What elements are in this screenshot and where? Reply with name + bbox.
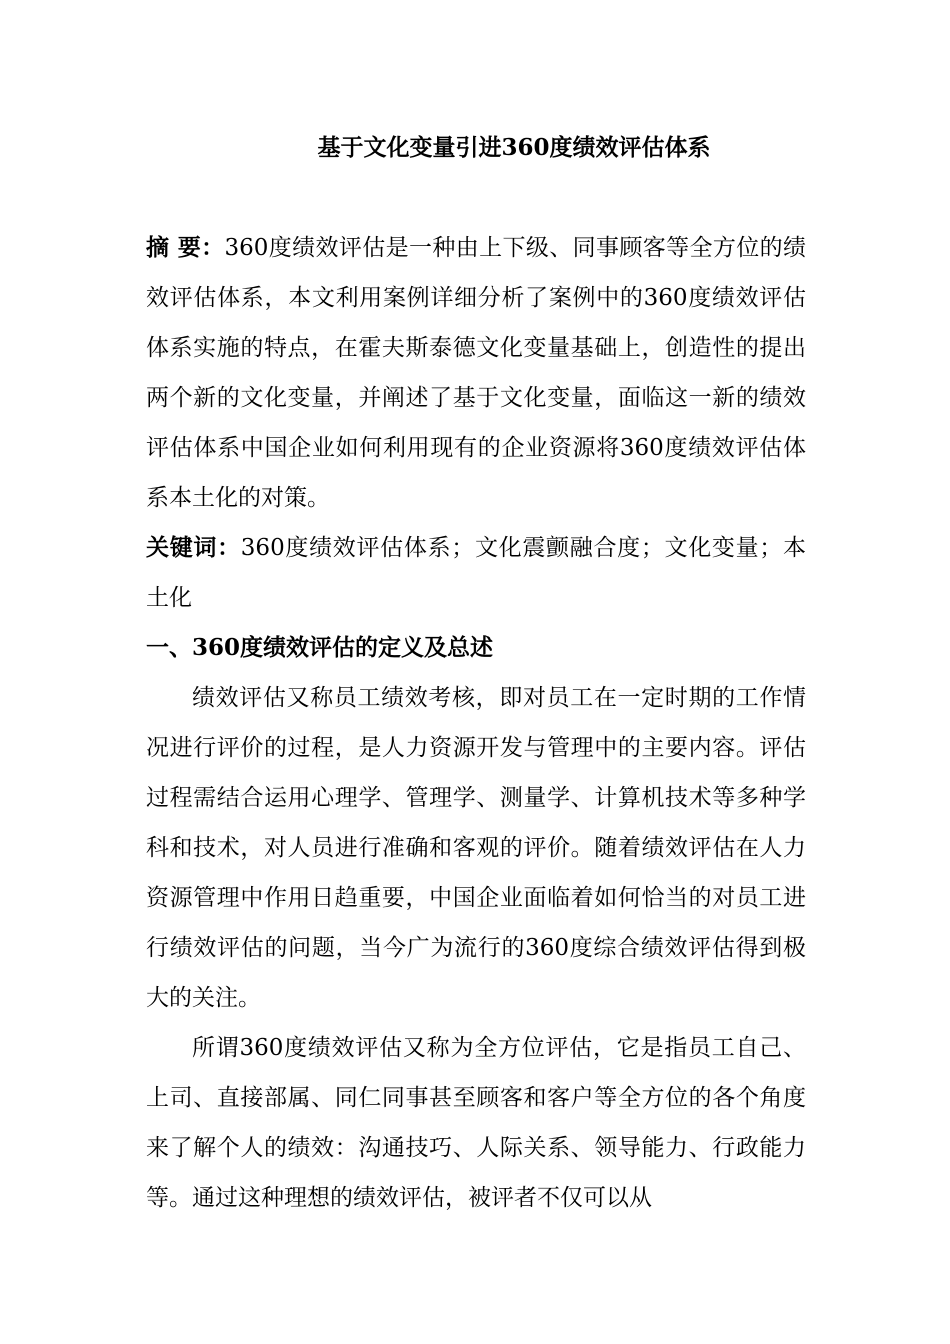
- keywords-paragraph: [146, 523, 806, 623]
- abstract-paragraph: [146, 223, 806, 523]
- body-paragraph-1: 绩效评估又称员工绩效考核，即对员工在一定时期的工作情况进行评价的过程，是人力资源开发与管理中的主要内容。评估过程需结合运用心理学、管理学、测量学、计算机技术等多种学科和技术，对人员进行准确和客观的评价。随着绩效评估在人力资源管理中作用日趋重要，中国企业面临着如何恰当的对员工进行绩效评估的问题，当今广为流行的360度综合绩效评估得到极大的关注。: [146, 685, 806, 1011]
- keywords-label: 关键词：: [146, 534, 241, 561]
- document-title: 基于文化变量引进360度绩效评估体系: [317, 134, 711, 161]
- abstract-label: 摘 要：: [146, 234, 225, 261]
- document-body: [146, 223, 806, 1223]
- body-paragraph-2: 所谓360度绩效评估又称为全方位评估，它是指员工自己、上司、直接部属、同仁同事甚至顾客和客户等全方位的各个角度来了解个人的绩效：沟通技巧、人际关系、领导能力、行政能力等。通过这种理想的绩效评估，被评者不仅可以从: [146, 1035, 806, 1211]
- abstract-text: 360度绩效评估是一种由上下级、同事顾客等全方位的绩效评估体系，本文利用案例详细分析了案例中的360度绩效评估体系实施的特点，在霍夫斯泰德文化变量基础上，创造性的提出两个新的文化变量，并阐述了基于文化变量，面临这一新的绩效评估体系中国企业如何利用现有的企业资源将360度绩效评估体系本土化的对策。: [146, 235, 807, 511]
- keywords-text: 360度绩效评估体系；文化震颤融合度；文化变量；本土化: [146, 535, 807, 611]
- section-heading: 一、360度绩效评估的定义及总述: [146, 634, 494, 661]
